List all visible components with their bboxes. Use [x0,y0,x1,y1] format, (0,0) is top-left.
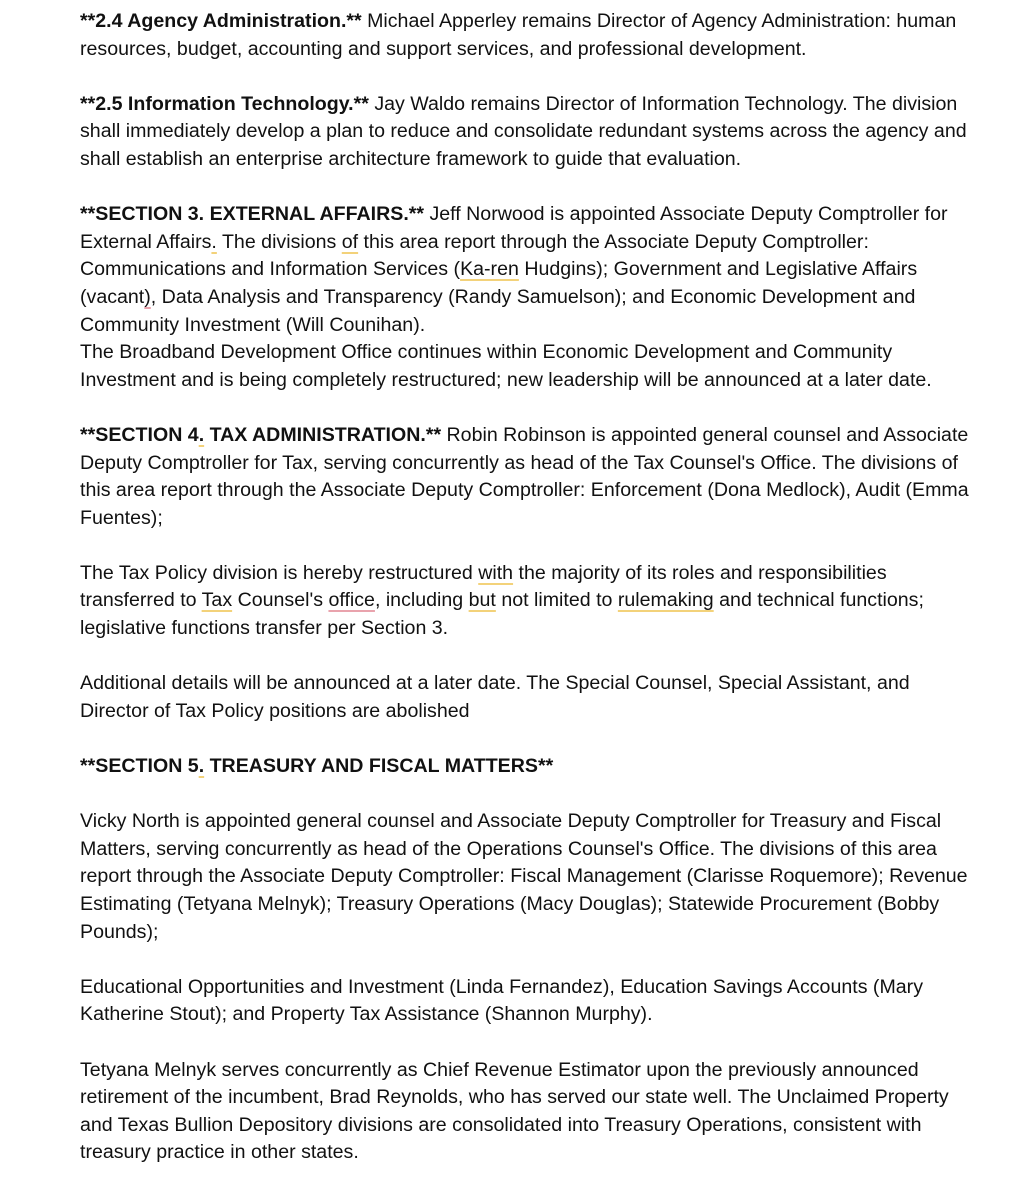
suggestion-marker[interactable]: of [341,230,359,253]
spelling-marker[interactable]: office [328,589,375,612]
suggestion-marker[interactable]: . [198,423,205,446]
section-2-4-text: Michael Apperley remains Director of Agency Administration: human resources, budget, accounting and support services, and professional development. [80,10,957,60]
section-5-paragraph-2: Educational Opportunities and Investment (Linda Fernandez), Education Savings Accounts (Mary Katherine Stout); and Property Tax Assistance (Shannon Murphy). [80,975,923,1026]
section-5-paragraph-1: Vicky North is appointed general counsel and Associate Deputy Comptroller for Treasury and Fiscal Matters, serving concurrently as head of the Operations Counsel's Office. The divisions of this area report through the Associate Deputy Comptroller: Fiscal Management (Clarisse Roquemore); Revenue Estimating (Tetyana Melnyk); Treasury Operations (Macy Douglas); Statewide Procurement (Bobby Pounds); [80,810,968,943]
section-3-heading: **SECTION 3. EXTERNAL AFFAIRS.** [80,203,425,226]
section-4-heading: **SECTION 4. TAX ADMINISTRATION.** [80,423,442,446]
suggestion-marker[interactable]: with [478,561,514,584]
section-4-paragraph-2: The Tax Policy division is hereby restructured with the majority of its roles and responsibilities transferred to Tax Counsel's office, including but not limited to rulemaking and technical functions; legislative functions transfer per Section 3. [80,561,924,640]
suggestion-marker[interactable]: rulemaking [617,589,714,612]
section-5-heading-paragraph [80,753,980,781]
document-body [80,8,980,1167]
section-3-paragraph-2: The Broadband Development Office continues within Economic Development and Community Investment and is being completely restructured; new leadership will be announced at a later date. [80,341,932,391]
section-4-paragraph: **SECTION 4. TAX ADMINISTRATION.** Robin Robinson is appointed general counsel and Associate Deputy Comptroller for Tax, serving concurrently as head of the Tax Counsel's Office. The divisions of this area report through the Associate Deputy Comptroller: Enforcement (Dona Medlock), Audit (Emma Fuentes); [80,423,969,529]
suggestion-marker[interactable]: . [211,230,217,253]
section-5-paragraph-3: Tetyana Melnyk serves concurrently as Chief Revenue Estimator upon the previously announced retirement of the incumbent, Brad Reynolds, who has served our state well. The Unclaimed Property and Texas Bullion Depository divisions are consolidated into Treasury Operations, consistent with treasury practice in other states. [80,1058,949,1164]
suggestion-marker[interactable]: but [468,589,496,612]
suggestion-marker[interactable]: . [198,755,205,778]
section-4-paragraph-3: Additional details will be announced at a later date. The Special Counsel, Special Assistant, and Director of Tax Policy positions are abolished [80,672,910,722]
suggestion-marker[interactable]: Tax [201,589,233,612]
section-3-paragraph: **SECTION 3. EXTERNAL AFFAIRS.** Jeff Norwood is appointed Associate Deputy Comptroller for External Affairs. The divisions of this area report through the Associate Deputy Comptroller: Communications and Information Services (Ka-ren Hudgins); Government and Legislative Affairs (vacant), Data Analysis and Transparency (Randy Samuelson); and Economic Development and Community Investment (Will Counihan). [80,203,948,336]
section-2-5-paragraph [80,91,980,174]
section-2-5-heading: **2.5 Information Technology.** [80,92,369,115]
section-2-4-heading: **2.4 Agency Administration.** [80,10,362,32]
suggestion-marker[interactable]: Ka-ren [460,258,519,281]
section-5-heading: **SECTION 5. TREASURY AND FISCAL MATTERS** [80,755,554,778]
section-2-4-paragraph [80,8,980,63]
section-2-5-text: Jay Waldo remains Director of Information Technology. The division shall immediately develop a plan to reduce and consolidate redundant systems across the agency and shall establish an enterprise architecture framework to guide that evaluation. [80,92,967,170]
spelling-marker[interactable]: ) [144,285,151,308]
